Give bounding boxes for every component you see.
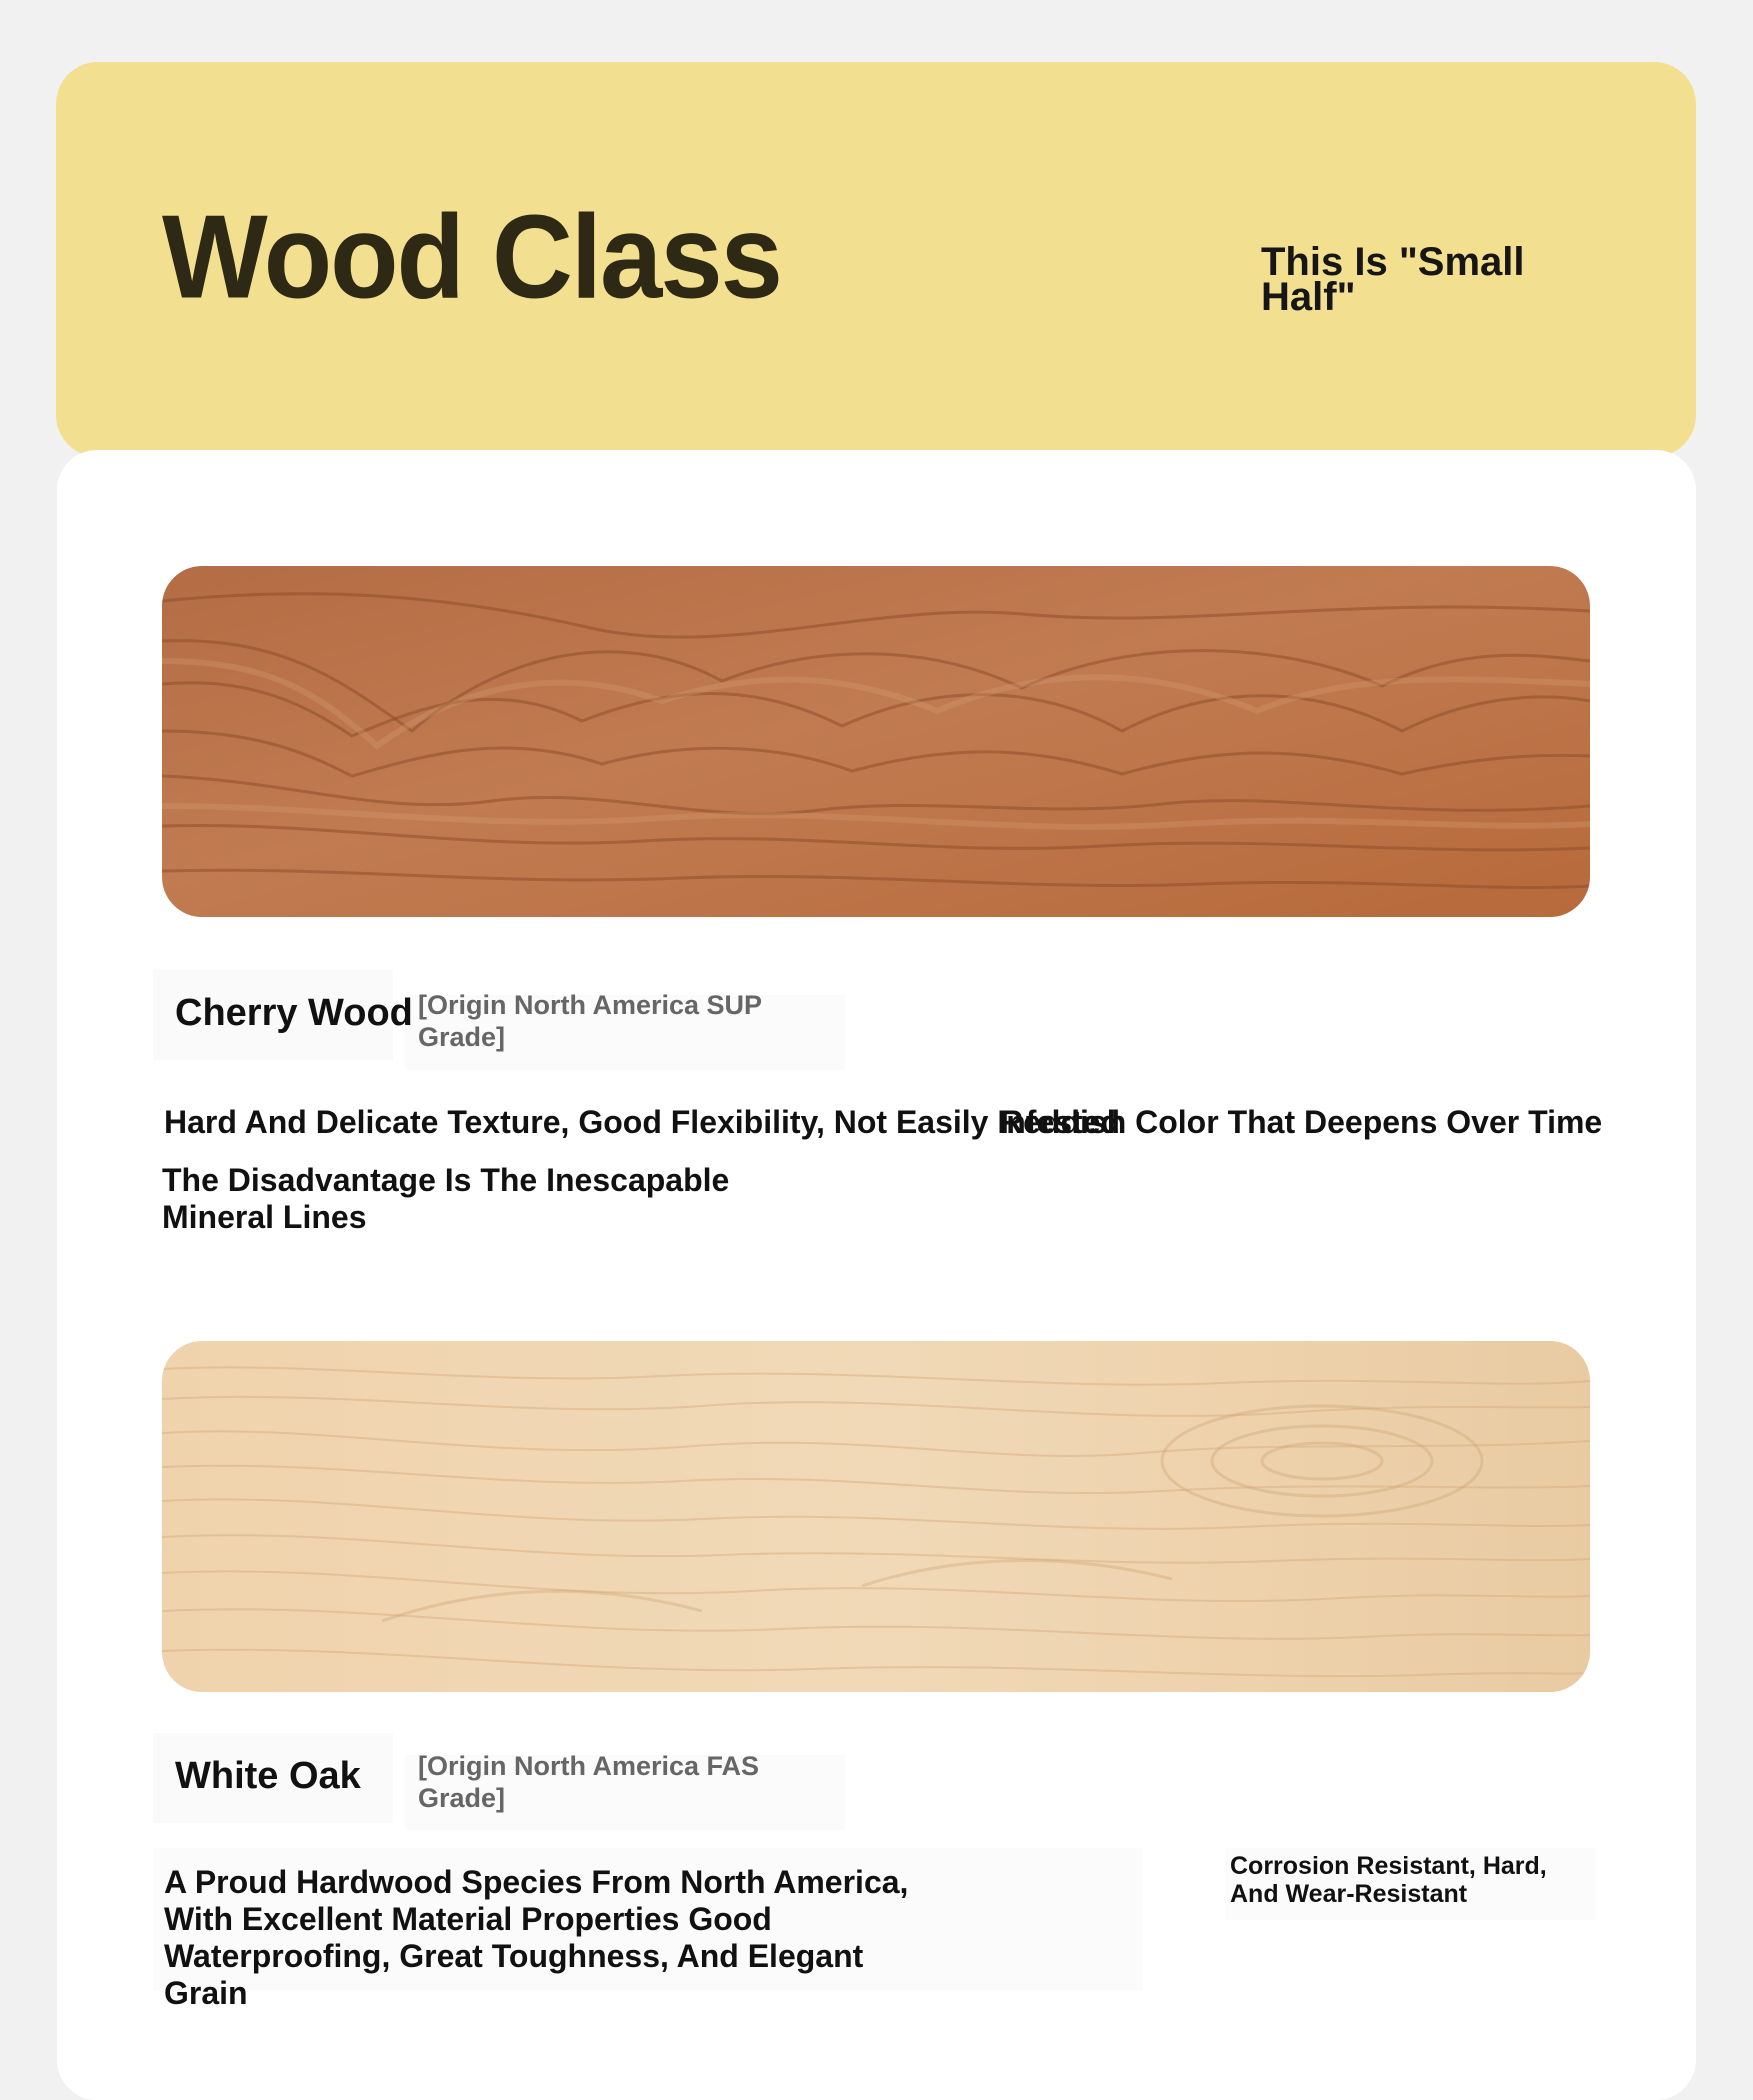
cherry-disadvantage-text: The Disadvantage Is The Inescapable Mineral Lines [162, 1162, 730, 1235]
cherry-wood-grain-icon [162, 566, 1590, 917]
cherry-wood-name: Cherry Wood [175, 992, 413, 1034]
cherry-feature-text: Hard And Delicate Texture, Good Flexibility, Not Easily Infested [164, 1104, 1121, 1140]
oak-properties-text: Corrosion Resistant, Hard, And Wear-Resistant [1230, 1852, 1547, 1908]
white-oak-grain-icon [162, 1341, 1590, 1692]
white-oak-grade: [Origin North America FAS Grade] [418, 1751, 760, 1813]
cherry-color-note: Reddish Color That Deepens Over Time [1000, 1104, 1603, 1140]
header-subtitle: This Is "Small Half" [1261, 240, 1525, 319]
white-oak-swatch [162, 1341, 1590, 1692]
page-title: Wood Class [162, 190, 781, 324]
oak-description-text: A Proud Hardwood Species From North America, With Excellent Material Properties Good Waterproofing, Great Toughness, And Elegant Grain [164, 1864, 909, 2011]
white-oak-name: White Oak [175, 1755, 361, 1797]
cherry-wood-swatch [162, 566, 1590, 917]
cherry-wood-grade: [Origin North America SUP Grade] [418, 990, 762, 1052]
